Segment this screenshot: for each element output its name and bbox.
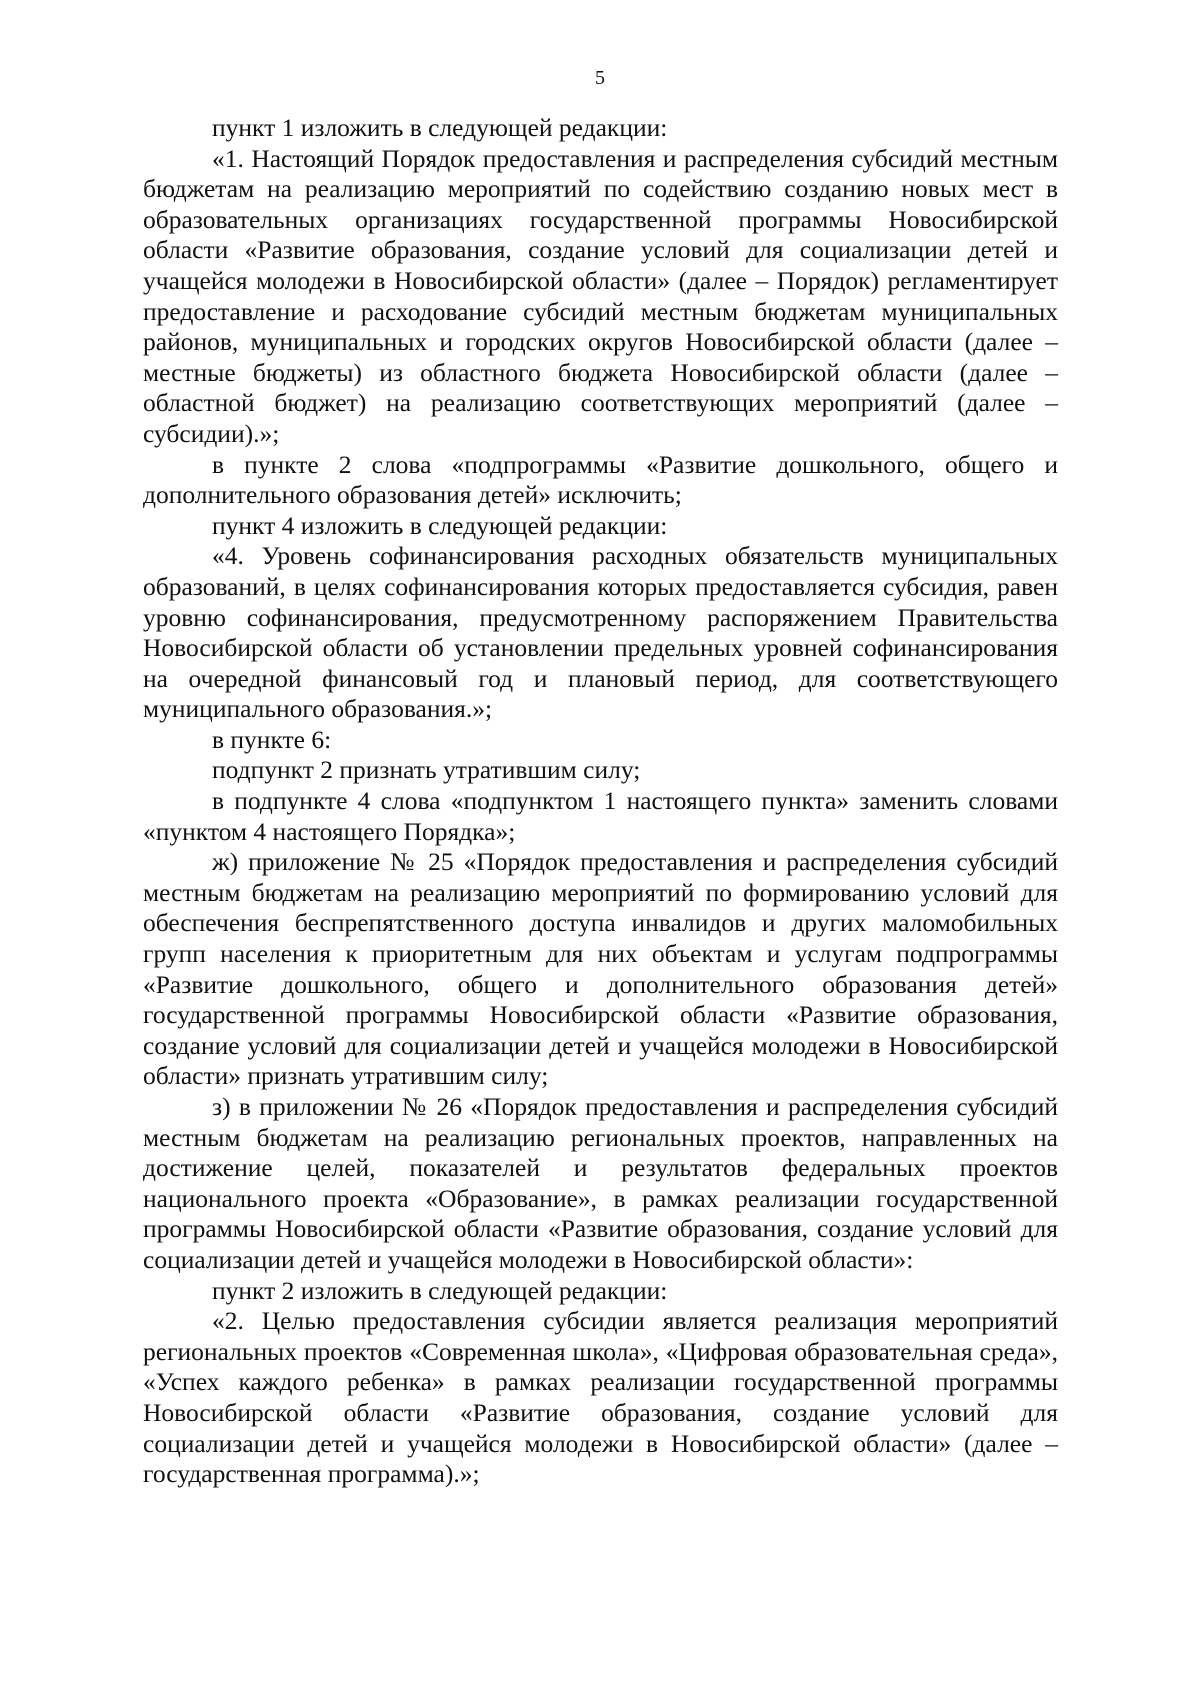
page-number: 5 [595, 67, 605, 89]
paragraph: з) в приложении № 26 «Порядок предоставления и распределения субсидий местным бюджетам на реализацию региональных проектов, направленных на достижение целей, показателей и результатов федеральных проектов национального проекта «Образование», в рамках реализации государственной программы Новосибирской области «Развитие образования, создание условий для социализации детей и учащейся молодежи в Новосибирской области»: [143, 1092, 1058, 1274]
paragraph: ж) приложение № 25 «Порядок предоставления и распределения субсидий местным бюджетам на реализацию мероприятий по формированию условий для обеспечения беспрепятственного доступа инвалидов и других маломобильных групп населения к приоритетным для них объектам и услугам подпрограммы «Развитие дошкольного, общего и дополнительного образования детей» государственной программы Новосибирской области «Развитие образования, создание условий для социализации детей и учащейся молодежи в Новосибирской области» признать утратившим силу; [143, 847, 1058, 1091]
paragraph: в подпункте 4 слова «подпунктом 1 настоящего пункта» заменить словами «пунктом 4 настоящего Порядка»; [143, 786, 1058, 846]
paragraph: «1. Настоящий Порядок предоставления и распределения субсидий местным бюджетам на реализацию мероприятий по содействию созданию новых мест в образовательных организациях государственной программы Новосибирской области «Развитие образования, создание условий для социализации детей и учащейся молодежи в Новосибирской области» (далее – Порядок) регламентирует предоставление и расходование субсидий местным бюджетам муниципальных районов, муниципальных и городских округов Новосибирской области (далее – местные бюджеты) из областного бюджета Новосибирской области (далее – областной бюджет) на реализацию соответствующих мероприятий (далее – субсидии).»; [143, 143, 1058, 448]
paragraph: «4. Уровень софинансирования расходных обязательств муниципальных образований, в целях софинансирования которых предоставляется субсидия, равен уровню софинансирования, предусмотренному распоряжением Правительства Новосибирской области об установлении предельных уровней софинансирования на очередной финансовый год и плановый период, для соответствующего муниципального образования.»; [143, 541, 1058, 724]
paragraph: подпункт 2 признать утратившим силу; [212, 755, 641, 785]
paragraph: пункт 1 изложить в следующей редакции: [212, 113, 668, 142]
document-body [143, 113, 1058, 1490]
paragraph: пункт 2 изложить в следующей редакции: [212, 1275, 668, 1305]
paragraph: пункт 4 изложить в следующей редакции: [212, 510, 668, 540]
paragraph: в пункте 2 слова «подпрограммы «Развитие дошкольного, общего и дополнительного образования детей» исключить; [143, 449, 1058, 510]
paragraph: в пункте 6: [212, 724, 332, 754]
paragraph: «2. Целью предоставления субсидии является реализация мероприятий региональных проектов «Современная школа», «Цифровая образовательная среда», «Успех каждого ребенка» в рамках реализации государственной программы Новосибирской области «Развитие образования, создание условий для социализации детей и учащейся молодежи в Новосибирской области» (далее – государственная программа).»; [143, 1306, 1058, 1489]
